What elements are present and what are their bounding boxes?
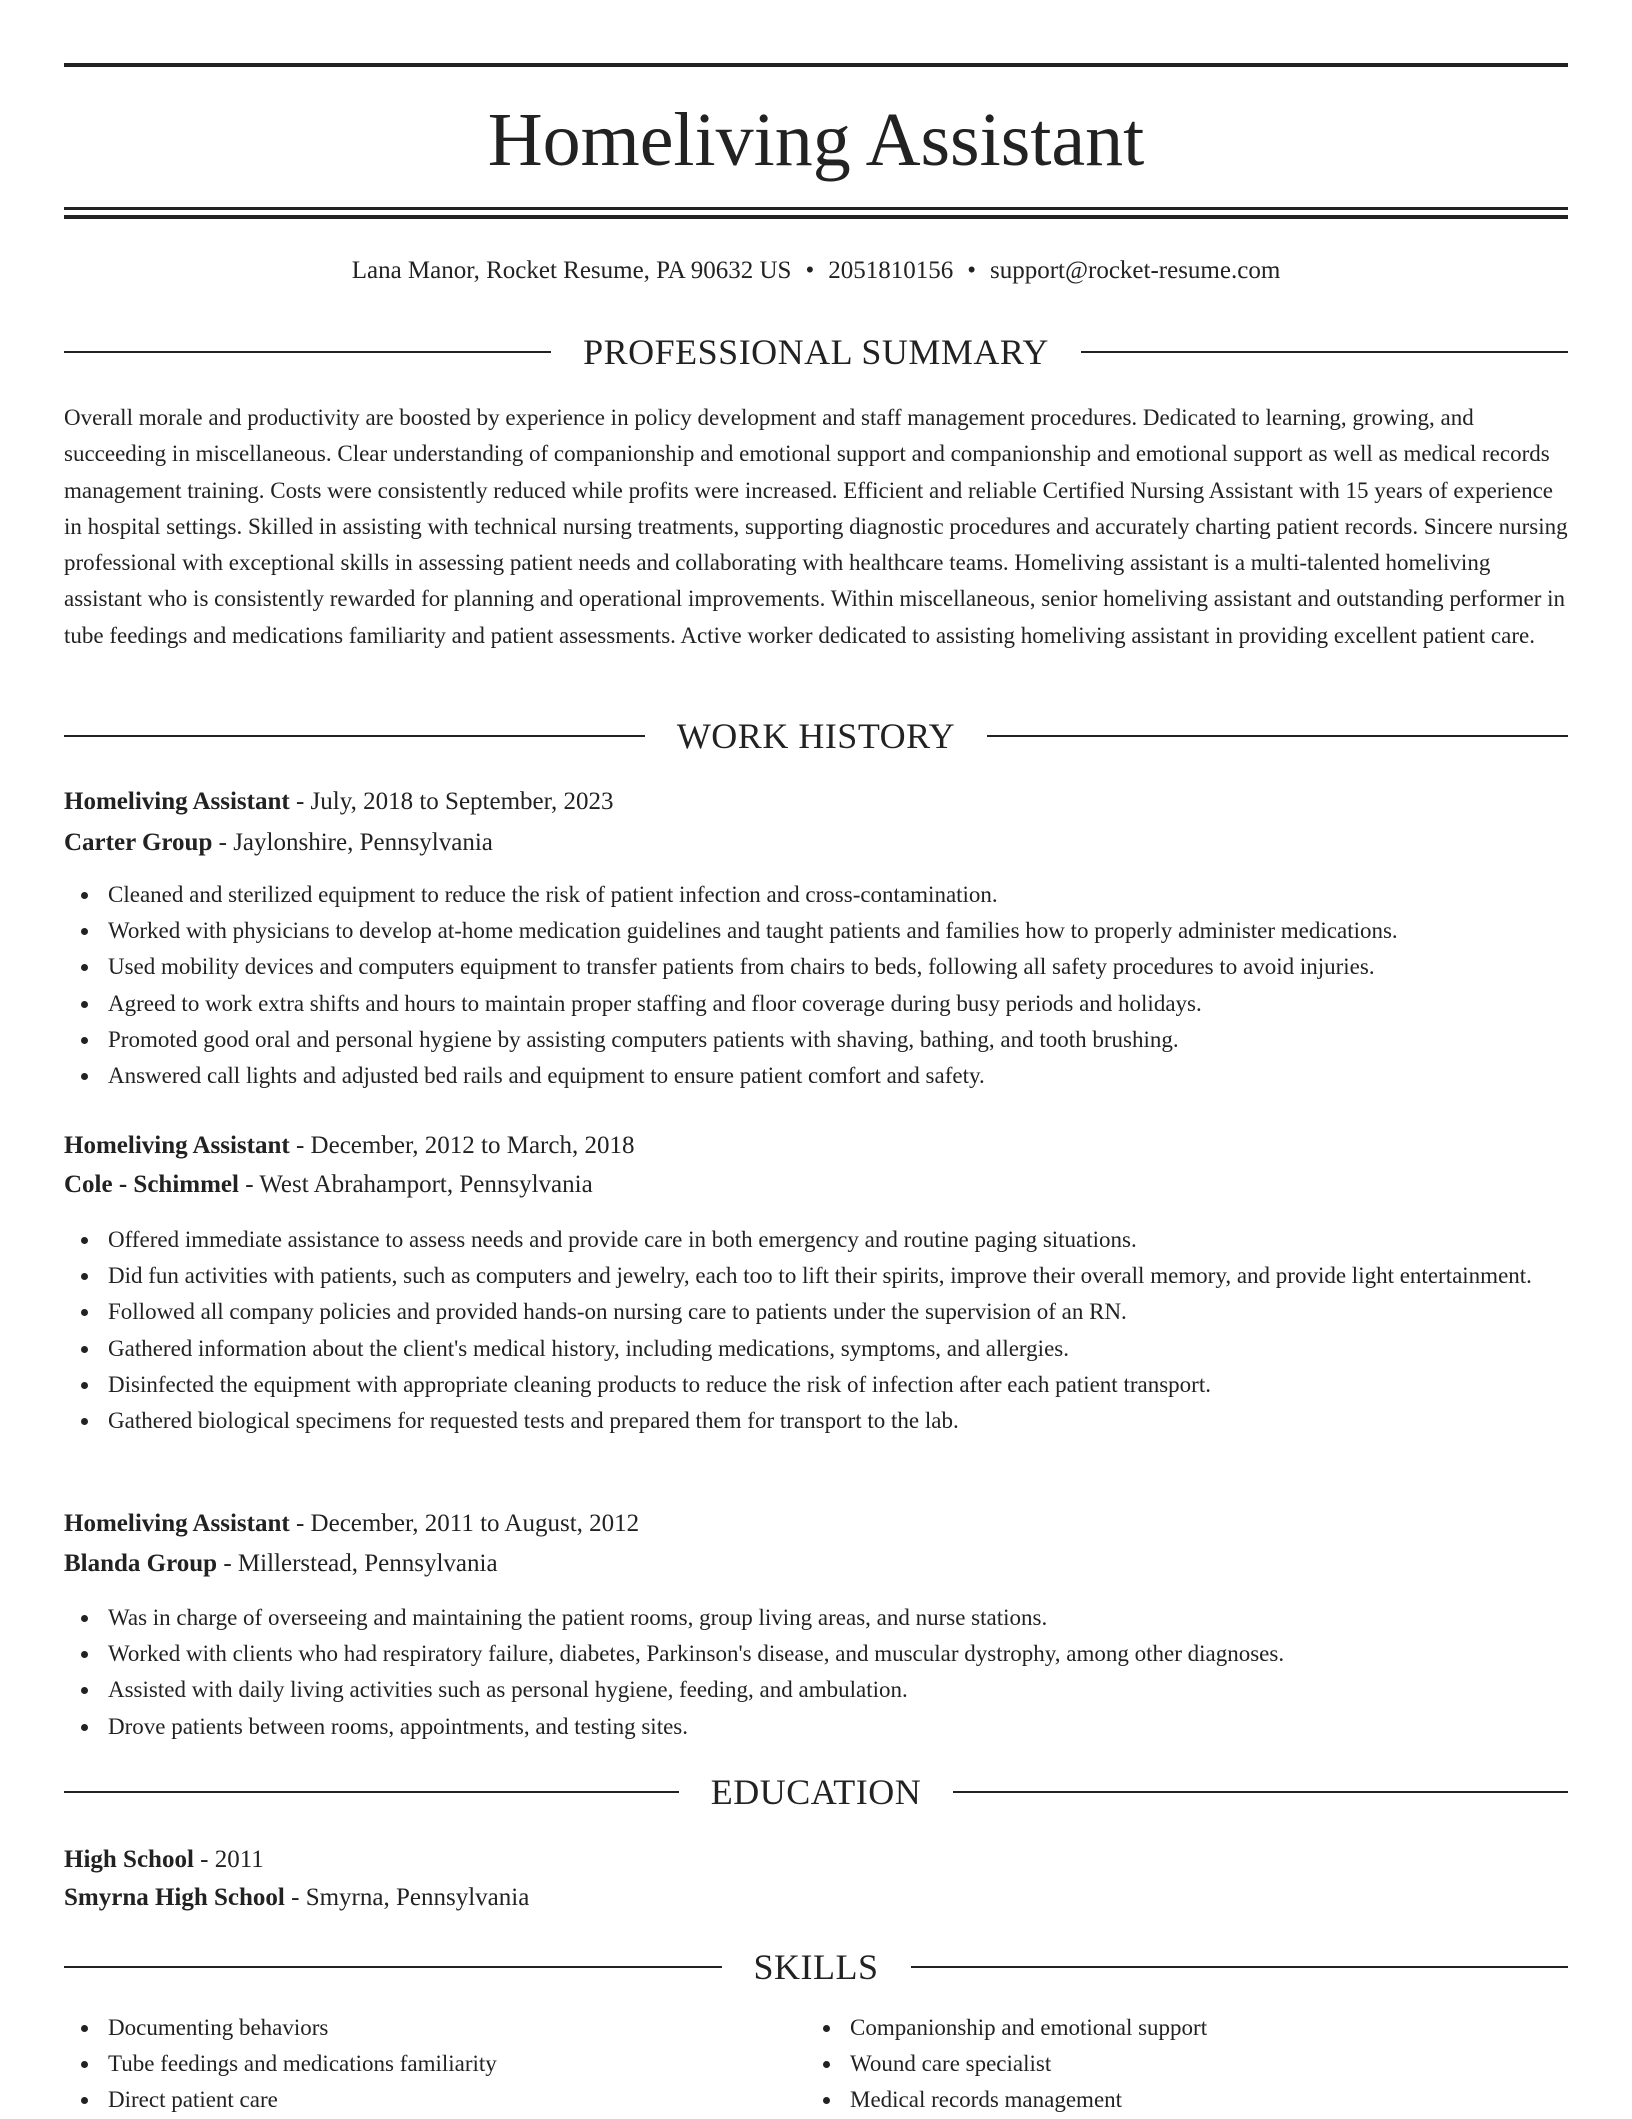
summary-paragraph: Overall morale and productivity are boosted by experience in policy development and staff management procedures. Dedicated to learning, growing, and succeeding in miscellaneous. Clear understanding of companionship and emotional support and companionship and emotional support as well as medical records management training. Costs were consistently reduced while profits were increased. Efficient and reliable Certified Nursing Assistant with 15 years of experience in hospital settings. Skilled in assisting with technical nursing treatments, supporting diagnostic procedures and accurately charting patient records. Sincere nursing professional with exceptional skills in assessing patient needs and collaborating with healthcare teams. Homeliving assistant is a multi-talented homeliving assistant who is consistently rewarded for planning and operational improvements. Within miscellaneous, senior homeliving assistant and outstanding performer in tube feedings and medications familiarity and patient assessments. Active worker dedicated to assisting homeliving assistant in providing excellent patient care. <box>64 405 1568 648</box>
job-company: Carter Group <box>64 829 213 856</box>
section-rule-right <box>1081 351 1568 353</box>
contact-address: Lana Manor, Rocket Resume, PA 90632 US <box>351 257 792 284</box>
job-bullet: Drove patients between rooms, appointments, and testing sites. <box>108 1709 1568 1745</box>
job-dates: - July, 2018 to September, 2023 <box>289 788 614 815</box>
job-location: - West Abrahamport, Pennsylvania <box>238 1171 593 1198</box>
job-company-line <box>64 824 1568 862</box>
job-bullet: Offered immediate assistance to assess needs and provide care in both emergency and routine paging situations. <box>108 1222 1568 1258</box>
skills-list-left <box>64 2010 806 2119</box>
job-bullet: Answered call lights and adjusted bed rails and equipment to ensure patient comfort and safety. <box>108 1058 1568 1094</box>
section-header-summary <box>64 330 1568 374</box>
section-rule-right <box>911 1966 1569 1968</box>
section-rule-left <box>64 1791 679 1793</box>
job-company: Blanda Group <box>64 1550 218 1577</box>
contact-line <box>64 252 1568 290</box>
section-rule-right <box>953 1791 1568 1793</box>
skill-item: Documenting behaviors <box>108 2010 806 2046</box>
job-bullet: Gathered information about the client's medical history, including medications, symptoms, and allergies. <box>108 1331 1568 1367</box>
job-location: - Jaylonshire, Pennsylvania <box>212 829 493 856</box>
education-school-line <box>64 1879 1568 1917</box>
section-rule-left <box>64 735 645 737</box>
contact-separator: • <box>967 257 976 284</box>
skill-item: Medical records management <box>850 2082 1568 2118</box>
section-rule-left <box>64 1966 722 1968</box>
contact-email[interactable]: support@rocket-resume.com <box>989 257 1281 284</box>
education-degree-line <box>64 1841 1568 1879</box>
section-title: PROFESSIONAL SUMMARY <box>583 332 1049 372</box>
skill-item: Companionship and emotional support <box>850 2010 1568 2046</box>
education-year: - 2011 <box>193 1846 264 1873</box>
contact-separator: • <box>805 257 815 284</box>
section-title: SKILLS <box>753 1947 879 1987</box>
header-bottom-rule <box>64 207 1568 210</box>
job-company-line <box>64 1166 1568 1204</box>
job-title-line <box>64 1127 1568 1165</box>
candidate-name: Homeliving Assistant <box>487 98 1145 182</box>
section-rule-right <box>987 735 1568 737</box>
job-bullet-list <box>64 1600 1568 1745</box>
job-bullet: Promoted good oral and personal hygiene by assisting computers patients with shaving, bathing, and tooth brushing. <box>108 1022 1568 1058</box>
job-dates: - December, 2012 to March, 2018 <box>289 1132 635 1159</box>
job-location: - Millerstead, Pennsylvania <box>217 1550 498 1577</box>
section-header-work-history <box>64 714 1568 758</box>
skill-item: Direct patient care <box>108 2082 806 2118</box>
header-top-rule <box>64 63 1568 67</box>
job-title-line <box>64 1505 1568 1543</box>
job-bullet: Disinfected the equipment with appropriate cleaning products to reduce the risk of infection after each patient transport. <box>108 1367 1568 1403</box>
job-bullet: Worked with clients who had respiratory failure, diabetes, Parkinson's disease, and muscular dystrophy, among other diagnoses. <box>108 1636 1568 1672</box>
education-school: Smyrna High School <box>64 1884 285 1911</box>
section-header-skills <box>64 1945 1568 1989</box>
section-title: WORK HISTORY <box>676 716 956 756</box>
education-degree: High School <box>64 1846 194 1873</box>
job-bullet: Followed all company policies and provided hands-on nursing care to patients under the supervision of an RN. <box>108 1294 1568 1330</box>
job-bullet: Cleaned and sterilized equipment to reduce the risk of patient infection and cross-contamination. <box>108 877 1568 913</box>
job-title: Homeliving Assistant <box>64 1132 290 1159</box>
job-bullet-list <box>64 1222 1568 1439</box>
job-bullet: Used mobility devices and computers equipment to transfer patients from chairs to beds, following all safety procedures to avoid injuries. <box>108 949 1568 985</box>
job-bullet: Agreed to work extra shifts and hours to maintain proper staffing and floor coverage during busy periods and holidays. <box>108 986 1568 1022</box>
skill-item: Wound care specialist <box>850 2046 1568 2082</box>
section-title: EDUCATION <box>710 1772 922 1812</box>
job-title: Homeliving Assistant <box>64 788 290 815</box>
job-company-line <box>64 1545 1568 1583</box>
job-bullet: Was in charge of overseeing and maintaining the patient rooms, group living areas, and nurse stations. <box>108 1600 1568 1636</box>
job-bullet-list <box>64 877 1568 1094</box>
section-header-education <box>64 1770 1568 1814</box>
job-bullet: Gathered biological specimens for requested tests and prepared them for transport to the lab. <box>108 1403 1568 1439</box>
skills-list-right <box>806 2010 1568 2119</box>
job-bullet: Worked with physicians to develop at-home medication guidelines and taught patients and families how to properly administer medications. <box>108 913 1568 949</box>
job-company: Cole - Schimmel <box>64 1171 239 1198</box>
job-bullet: Did fun activities with patients, such as computers and jewelry, each too to lift their spirits, improve their overall memory, and provide light entertainment. <box>108 1258 1568 1294</box>
contact-phone: 2051810156 <box>828 257 954 284</box>
job-bullet: Assisted with daily living activities such as personal hygiene, feeding, and ambulation. <box>108 1672 1568 1708</box>
education-location: - Smyrna, Pennsylvania <box>284 1884 530 1911</box>
skill-item: Tube feedings and medications familiarity <box>108 2046 806 2082</box>
job-title: Homeliving Assistant <box>64 1510 290 1537</box>
section-rule-left <box>64 351 551 353</box>
header-bottom-rule-2 <box>64 215 1568 219</box>
job-dates: - December, 2011 to August, 2012 <box>289 1510 640 1537</box>
job-title-line <box>64 783 1568 821</box>
